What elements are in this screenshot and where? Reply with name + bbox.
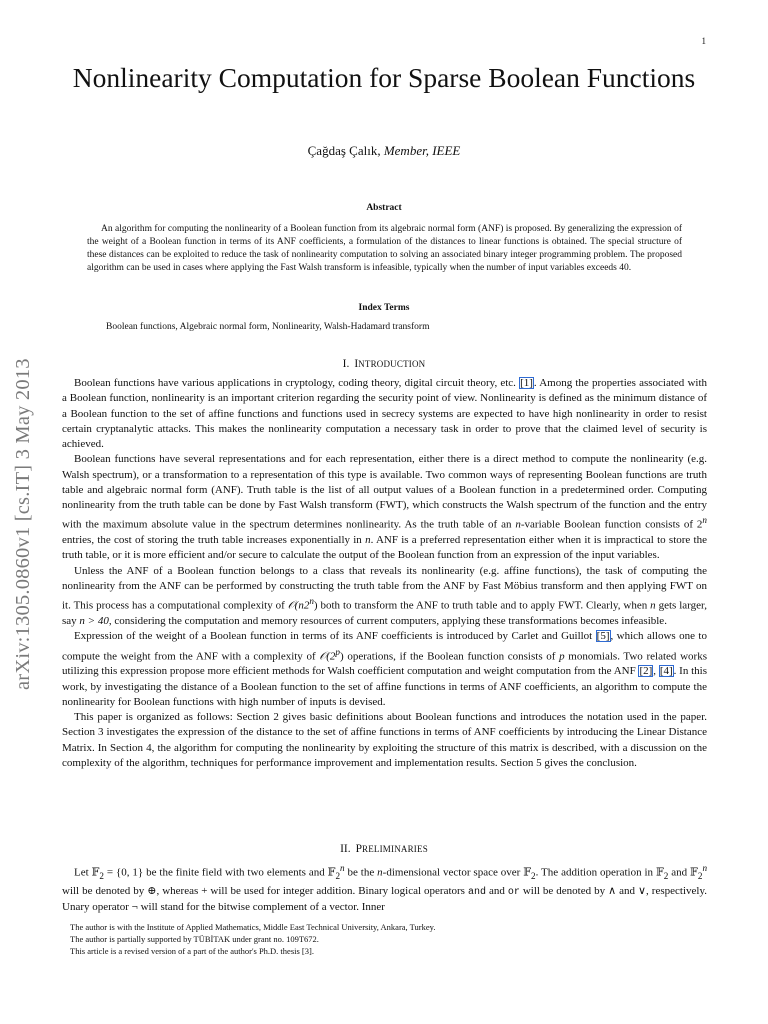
math-field: 𝔽 [523, 866, 532, 879]
index-terms-heading: Index Terms [358, 303, 410, 313]
paragraph [62, 376, 707, 452]
text-run: . In this work, by investigating the distance of a Boolean function to the set of affine functions in terms of ANF coefficients, an algorithm to compute the nonlinearity for Boolean functions with high number of inputs is devised. [62, 665, 707, 708]
section-title-initial: P [355, 843, 363, 855]
math-expression: 𝒪(n2 [287, 599, 310, 612]
text-run: Unless the ANF of a Boolean function belongs to a class that reveals its nonlinearity (e.g. affine functions), the task of computing the nonlinearity from the ANF can be performed by constructing the truth table from the ANF by Fast Möbius transform and then applying FWT on it. This process has a computational complexity of [62, 564, 707, 612]
section-heading-preliminaries [60, 843, 708, 855]
section-title-rest: NTRODUCTION [358, 359, 426, 369]
arxiv-identifier-stamp: arXiv:1305.0860v1 [cs.IT] 3 May 2013 [12, 358, 34, 690]
math-field: 𝔽 [91, 866, 100, 879]
section-title-rest: RELIMINARIES [362, 844, 428, 854]
math-exponent: n [702, 863, 708, 873]
section-title-initial: I [354, 358, 359, 370]
preliminaries-body [62, 861, 707, 916]
footnote: The author is with the Institute of Applied Mathematics, Middle East Technical University, Ankara, Turkey. [70, 922, 436, 932]
paragraph [62, 452, 707, 563]
author-role: Member, IEEE [383, 143, 461, 158]
text-run: Expression of the weight of a Boolean function in terms of its ANF coefficients is introduced by Carlet and Guillot [74, 630, 596, 643]
math-subscript: 2 [99, 870, 104, 881]
math-exponent: n [309, 596, 314, 607]
text-run: operations, if the Boolean function consists of [343, 650, 560, 663]
text-run: be the [344, 866, 378, 879]
text-run: and [668, 866, 691, 879]
text-run: both to transform the ANF to truth table and to apply FWT. Clearly, when [317, 599, 651, 612]
text-run: . [311, 946, 314, 956]
section-number: II. [340, 843, 351, 855]
math-exponent: n [702, 515, 707, 526]
math-term: ) [340, 650, 344, 663]
text-run: . ANF is a preferred representation either when it is impractical to store the truth table, or it is more efficient and/or secure to calculate the output of the Boolean function from an expression of the input variables. [62, 534, 707, 562]
paragraph [62, 564, 707, 630]
index-terms-text: Boolean functions, Algebraic normal form, Nonlinearity, Walsh-Hadamard transform [106, 322, 430, 332]
math-subscript: 2 [531, 870, 536, 881]
math-variable: n [515, 518, 521, 531]
math-expression: 𝒪(2 [319, 650, 336, 663]
code-operator: or [507, 887, 520, 899]
text-run: gets larger, say [62, 599, 707, 628]
text-run: . The addition operation in [535, 866, 656, 879]
math-variable: n [650, 599, 656, 612]
citation-link[interactable]: [3] [301, 946, 312, 956]
math-exponent: n [340, 863, 345, 873]
math-exponent: p [335, 646, 340, 657]
footnote: The author is partially supported by TÜBİTAK under grant no. 109T672. [70, 934, 319, 944]
footnote [62, 945, 707, 957]
math-variable: n [377, 866, 383, 879]
text-run: , [653, 665, 659, 678]
abstract-heading: Abstract [366, 203, 402, 213]
code-operator: and [467, 887, 486, 899]
paragraph [62, 629, 707, 710]
page-number: 1 [701, 36, 706, 46]
math-expression: n > 40 [79, 615, 109, 628]
math-term: ) [313, 599, 318, 612]
text-run: , which allows one to compute the weight from the ANF with a complexity of [62, 630, 707, 663]
citation-link[interactable]: [2] [639, 665, 653, 678]
math-expression: = {0, 1} [103, 866, 144, 879]
text-run: -dimensional vector space over [382, 866, 524, 879]
paper-title: Nonlinearity Computation for Sparse Boolean Functions [72, 62, 696, 93]
math-subscript: 2 [335, 870, 341, 881]
math-subscript: 2 [663, 870, 669, 881]
text-run: Boolean functions have various applications in cryptology, coding theory, digital circuit theory, etc. [74, 377, 520, 389]
math-term: 2 [696, 518, 703, 531]
section-heading-introduction [60, 358, 708, 370]
text-run: This article is a revised version of a part of the author's Ph.D. thesis [70, 946, 302, 956]
text-run: and [485, 885, 508, 898]
math-field: 𝔽 [690, 866, 698, 879]
text-run: -variable Boolean function consists of [520, 518, 697, 531]
citation-link[interactable]: [1] [520, 377, 533, 389]
math-variable: p [559, 650, 565, 663]
text-run: . Among the properties associated with a Boolean function, nonlinearity is an important criterion regarding the security point of view. Nonlinearity is defined as the minimum distance of a Boolean function to the set of affine functions and functions used in secrecy systems are expected to have high nonlinearity in order to resist certain cryptanalytic attacks. This makes the nonlinearity computation a necessary task in order to prove that the claimed level of security is achieved. [62, 377, 707, 450]
text-run: , considering the computation and memory resources of current computers, applying these transformations becomes infeasible. [108, 615, 667, 628]
citation-link[interactable]: [4] [659, 665, 673, 678]
text-run: monomials. Two related works utilizing this expression propose more efficient methods for Walsh coefficient computation and weight computation from the ANF [62, 650, 707, 678]
math-variable: n [365, 534, 371, 547]
text-run: Let [74, 866, 92, 879]
abstract-text: An algorithm for computing the nonlinearity of a Boolean function from its algebraic normal form (ANF) is proposed. By generalizing the expression of the weight of a Boolean function in terms of its ANF coefficients, a formulation of the distances to linear functions is obtained. The special structure of these distances can be exploited to reduce the task of nonlinearity computation to solving an associated binary integer programming problem. The proposed algorithm can be used in cases where applying the Fast Walsh transform is infeasible, typically when the number of input variables exceeds 40. [87, 224, 682, 273]
author-line [60, 143, 708, 159]
paragraph: This paper is organized as follows: Section 2 gives basic definitions about Boolean functions and introduces the notation used in the paper. Section 3 investigates the expression of the distance to the set of affine functions in terms of ANF coefficients by introducing the Linear Distance Matrix. In Section 4, the algorithm for computing the nonlinearity by exploiting the structure of this matrix is described, with a discussion on the complexity of the algorithm, techniques for performance improvement and implementation results. Section 5 gives the conclusion. [62, 711, 707, 769]
text-run: Boolean functions have several representations and for each representation, either there is a direct method to compute the nonlinearity (e.g. Walsh spectrum), or a transformation to a representation of this type is available. Two common ways of representing Boolean functions are truth table and algebraic normal form (ANF). Truth table is the list of all output values of a Boolean function in a predetermined order. Computing nonlinearity from the truth table can be done by Fast Walsh transform (FWT), which constructs the Walsh spectrum of the function and the entry with the maximum absolute value in the spectrum determines nonlinearity. As the truth table of an [62, 453, 707, 531]
text-run: entries, the cost of storing the truth table increases exponentially in [62, 534, 366, 547]
text-run: will be denoted by ∧ and ∨, respectively. Unary operator ¬ will stand for the bitwise complement of a vector. Inner [62, 885, 707, 914]
math-field: 𝔽 [655, 866, 664, 879]
math-field: 𝔽 [327, 866, 336, 879]
text-run: will be denoted by ⊕, whereas + will be used for integer addition. Binary logical operators [62, 885, 468, 898]
citation-link[interactable]: [5] [596, 630, 610, 643]
section-number: I. [342, 358, 350, 370]
math-subscript: 2 [697, 870, 703, 881]
paragraph [62, 861, 707, 916]
author-name: Çağdaş Çalık, [307, 143, 381, 158]
introduction-body [62, 376, 707, 771]
text-run: be the finite field with two elements and [143, 866, 328, 879]
footnotes [62, 921, 707, 957]
